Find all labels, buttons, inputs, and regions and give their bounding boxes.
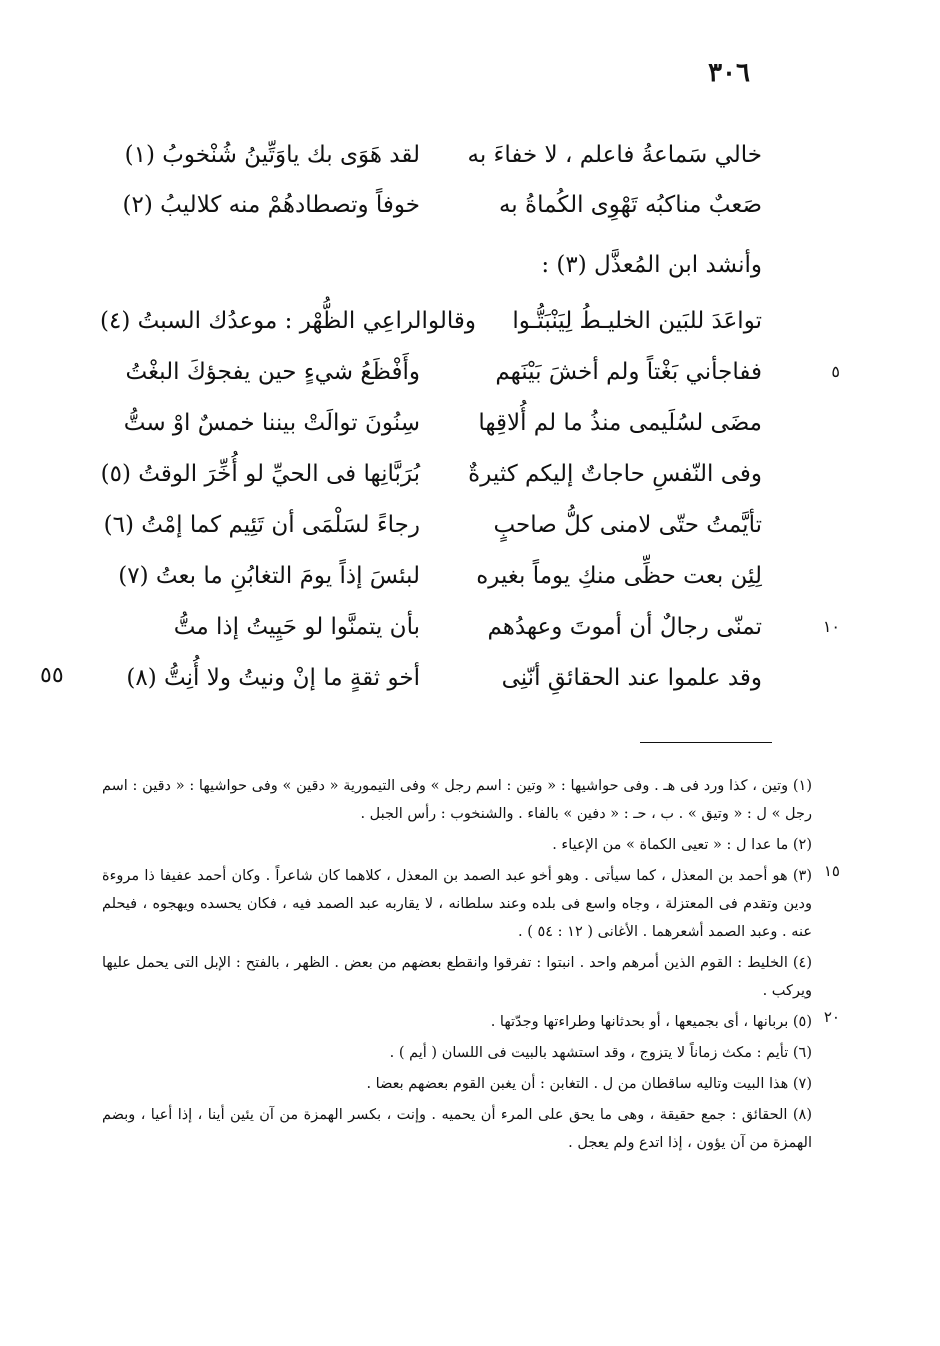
verse-second-hemistich: رجاءً لسَلْمَى أن تَئِيم كما إمْتُ (٦) (103, 512, 420, 538)
verse-first-hemistich: مضَى لسُلَيمى منذُ ما لم أُلاقِها (478, 410, 762, 436)
verse-first-hemistich: تمنّى رجالٌ أن أموتَ وعهدُهم (487, 614, 762, 640)
verse-second-hemistich: وأَفْظَعُ شيءٍ حين يفجؤكَ البغْتُ (125, 359, 420, 385)
page-number: ٣٠٦ (708, 58, 750, 88)
verse-first-hemistich: صَعبٌ مناكبُه تَهْوِى الكُماةُ به (498, 192, 762, 218)
verse-line (0, 653, 940, 703)
verse-line (0, 449, 940, 499)
verse-line (0, 602, 940, 652)
intro-line: وأنشد ابن المُعذَّل (٣) : (541, 252, 762, 278)
verse-line (0, 500, 940, 550)
verse-first-hemistich: ففاجأني بَغْتاً ولم أخشَ بَيْنَهم (495, 359, 762, 385)
footnote: (٧) هذا البيت وتاليه ساقطان من ل . التغابن : أن يغبن القوم بعضهم بعضا . (366, 1076, 812, 1092)
verse-line (0, 296, 940, 346)
footnote: (٣) هو أحمد بن المعذل ، كما سيأتى . وهو أخو عبد الصمد بن المعذل ، كلاهما كان شاعراً . وكان أحمد عفيفا ذا مروءة ودين وتقدم فى المعتزلة ، وجاه واسع فى بلده وعند سلطانه ، لا يقاربه عبد الصمد فيه ، فكان يحسده ويهجوه ، فيحلم عنه . وعبد الصمد أشعرهما . الأغانى ( ١٢ : ٥٤ ) . (102, 868, 812, 940)
footnote: (٥) بربانها ، أى بجميعها ، أو بحدثانها وطراءتها وجدّتها . (490, 1014, 812, 1030)
verse-first-hemistich: خالي سَماعةُ فاعلم ، لا خفاءَ به (467, 142, 762, 168)
line-number: ١٠ (822, 617, 840, 636)
verse-second-hemistich: أخو ثقةٍ ما إنْ ونيتُ ولا أُنِتُّ (٨) (126, 665, 420, 691)
verse-first-hemistich: تواعَدَ للبَين الخليـطُ لِيَنْبَتُّـوا (512, 308, 762, 334)
footnote: (٨) الحقائق : جمع حقيقة ، وهى ما يحق على المرء أن يحميه . وإنت ، بكسر الهمزة من آن يئين أينا ، إذا أعيا ، وبضم الهمزة من آن يؤون ، إذا اتدع ولم يعجل . (102, 1107, 812, 1151)
line-number: ٥ (831, 362, 840, 381)
verse-second-hemistich: بُرَبَّانِها فى الحيِّ لو أُخِّرَ الوقتُ (٥) (100, 461, 420, 487)
verse-line (0, 551, 940, 601)
verse-line (0, 180, 940, 230)
verse-first-hemistich: تأيَّمتُ حتّى لامنى كلُّ صاحبٍ (493, 512, 762, 538)
verse-second-hemistich: لقد هَوَى بك ياوَتِّينُ شُنْخوبُ (١) (124, 142, 420, 168)
footnote: (٤) الخليط : القوم الذين أمرهم واحد . انبتوا : تفرقوا وانقطع بعضهم من بعض . الظهر ، بالفتح : الإبل التى يحمل عليها ويركب . (102, 955, 812, 999)
verse-second-hemistich: لبئسَ إذاً يومَ التغابُنِ ما بعتُ (٧) (118, 563, 420, 589)
verse-second-hemistich: خوفاً وتصطادهُمْ منه كلاليبُ (٢) (122, 192, 420, 218)
footnote: (٦) تأيم : مكث زماناً لا يتزوج ، وقد استشهد بالبيت فى اللسان ( أيم ) . (389, 1045, 812, 1061)
verse-second-hemistich: بأن يتمنَّوا لو حَيِيتُ إذا متُّ (173, 614, 420, 640)
footnote-separator (640, 742, 772, 743)
footnote: (٢) ما عدا ل : « تعيى الكماة » من الإعياء . (552, 837, 812, 853)
verse-first-hemistich: وقد علموا عند الحقائقِ أنّنِى (501, 665, 762, 691)
verse-first-hemistich: لِئِن بعت حظِّى منكِ يوماً بغيره (476, 563, 762, 589)
footnote-line-number: ١٥ (823, 862, 840, 880)
footnote: (١) وتين ، كذا ورد فى هـ . وفى حواشيها : « وتين : اسم رجل » وفى التيمورية « دقين » وفى حواشيها : « دقين : اسم رجل » ل : « وتيق » . ب ، حـ : « دفين » بالفاء . والشنخوب : رأس الجبل . (102, 778, 812, 822)
verse-line (0, 130, 940, 180)
footnote-line-number: ٢٠ (823, 1008, 840, 1026)
footnotes (102, 772, 812, 1160)
verse-first-hemistich: وفى النّفسِ حاجاتٌ إليكم كثيرةٌ (468, 461, 762, 487)
verse-second-hemistich: سِنُونَ توالَتْ بيننا خمسٌ اوْ ستُّ (123, 410, 420, 436)
verse-line (0, 398, 940, 448)
verse-second-hemistich: وقالوالراعِي الظُّهْر : موعدُك السبتُ (٤) (100, 308, 476, 334)
margin-page-marker: ٥٥ (40, 663, 64, 688)
verse-line (0, 347, 940, 397)
